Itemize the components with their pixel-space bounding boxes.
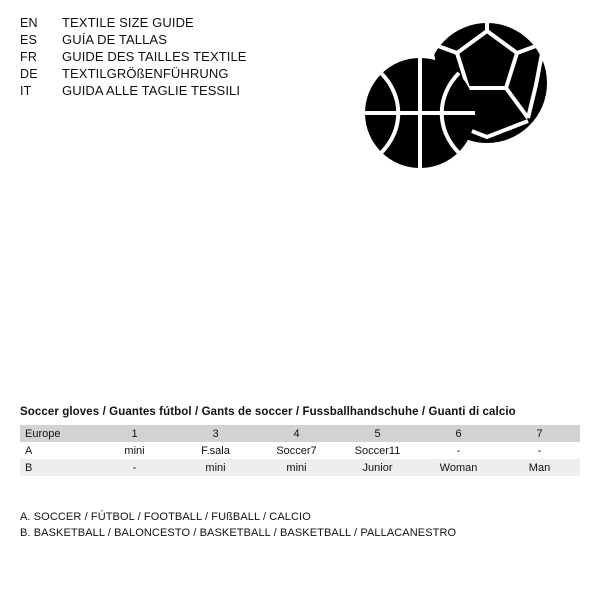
footnote-b: B. BASKETBALL / BALONCESTO / BASKETBALL / BASKETBALL / PALLACANESTRO	[20, 527, 457, 539]
language-row	[20, 14, 320, 31]
balls-illustration	[352, 18, 552, 173]
basketball-icon	[365, 58, 475, 168]
table-cell: -	[456, 444, 461, 457]
language-title: TEXTILE SIZE GUIDE	[62, 15, 194, 30]
table-cell: -	[94, 459, 175, 476]
table-row	[20, 442, 580, 459]
table-cell: -	[537, 444, 542, 457]
table-header-cell: 6	[418, 425, 499, 442]
table-header-cell: 7	[499, 425, 580, 442]
language-row	[20, 48, 320, 65]
table-caption: Soccer gloves / Guantes fútbol / Gants de soccer / Fussballhandschuhe / Guanti di calcio	[20, 406, 516, 418]
table-row-label: B	[20, 459, 94, 476]
language-code: DE	[20, 67, 38, 81]
language-title: GUÍA DE TALLAS	[62, 32, 167, 47]
table-cell: F.sala	[201, 444, 230, 457]
language-row	[20, 65, 320, 82]
language-code: FR	[20, 50, 38, 64]
table-header-cell: Europe	[20, 425, 94, 442]
language-row	[20, 31, 320, 48]
language-header-list	[20, 14, 320, 99]
table-header-row	[20, 425, 580, 442]
table-header-cell: 3	[175, 425, 256, 442]
size-table-section	[20, 406, 580, 476]
table-cell: Man	[499, 459, 580, 476]
table-header-cell: 5	[337, 425, 418, 442]
size-table	[20, 425, 580, 476]
language-code: EN	[20, 16, 38, 30]
footnote-a: A. SOCCER / FÚTBOL / FOOTBALL / FUßBALL / CALCIO	[20, 511, 311, 523]
language-title: GUIDE DES TAILLES TEXTILE	[62, 49, 247, 64]
table-cell: Soccer7	[276, 444, 317, 457]
table-row-label: A	[25, 444, 33, 457]
table-cell: mini	[175, 459, 256, 476]
table-cell: Woman	[418, 459, 499, 476]
table-cell: mini	[256, 459, 337, 476]
table-cell: mini	[124, 444, 145, 457]
language-title: GUIDA ALLE TAGLIE TESSILI	[62, 83, 241, 98]
table-header-cell: 1	[94, 425, 175, 442]
language-row	[20, 82, 320, 99]
language-code: IT	[20, 84, 32, 98]
table-header-cell: 4	[256, 425, 337, 442]
language-title: TEXTILGRÖßENFÜHRUNG	[62, 66, 229, 81]
footnotes	[20, 509, 580, 541]
table-cell: Junior	[337, 459, 418, 476]
language-code: ES	[20, 33, 38, 47]
table-cell: Soccer11	[354, 444, 401, 457]
table-row	[20, 459, 580, 476]
